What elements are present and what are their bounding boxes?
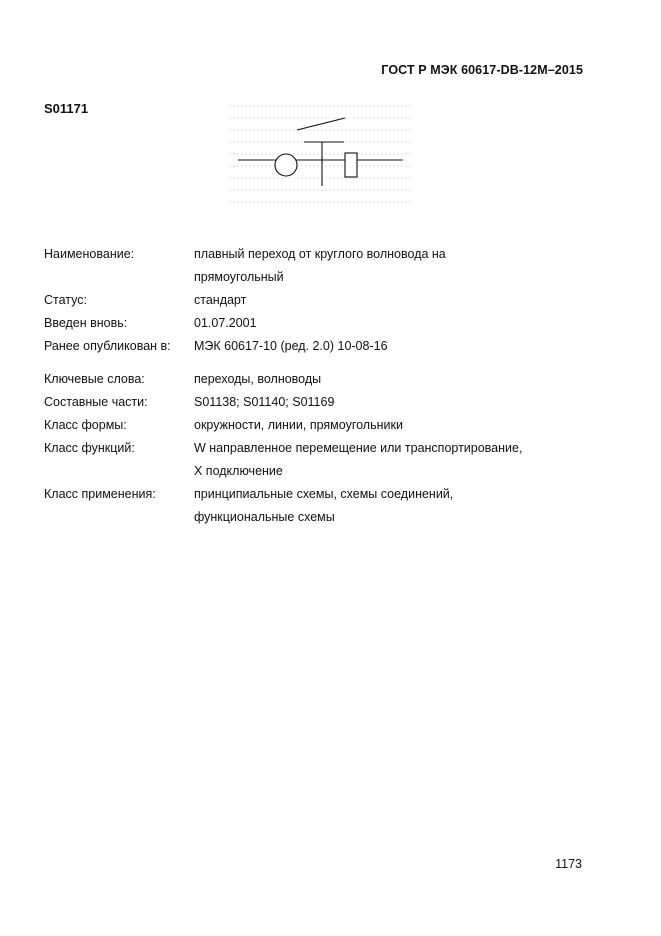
field-label-name: Наименование: bbox=[44, 247, 135, 261]
switch-line bbox=[297, 118, 345, 130]
field-value-name: плавный переход от круглого волновода на bbox=[194, 247, 446, 261]
grid-dots bbox=[229, 105, 410, 202]
field-value-introduced: 01.07.2001 bbox=[194, 316, 257, 330]
field-value-name-continued: прямоугольный bbox=[194, 270, 284, 284]
field-value-keywords: переходы, волноводы bbox=[194, 372, 322, 386]
field-label-status: Статус: bbox=[44, 293, 87, 307]
page-number: 1173 bbox=[555, 857, 582, 871]
field-label-published: Ранее опубликован в: bbox=[44, 339, 171, 353]
field-value-status: стандарт bbox=[194, 293, 247, 307]
field-label-function-class: Класс функций: bbox=[44, 441, 135, 455]
field-value-function-class-continued: X подключение bbox=[194, 464, 283, 478]
field-value-published: МЭК 60617-10 (ред. 2.0) 10-08-16 bbox=[194, 339, 388, 353]
field-value-components: S01138; S01140; S01169 bbox=[194, 395, 335, 409]
field-value-application-class: принципиальные схемы, схемы соединений, bbox=[194, 487, 454, 501]
waveguide-transition-symbol-icon bbox=[224, 100, 416, 208]
field-label-keywords: Ключевые слова: bbox=[44, 372, 145, 386]
field-value-shape-class: окружности, линии, прямоугольники bbox=[194, 418, 403, 432]
field-label-application-class: Класс применения: bbox=[44, 487, 156, 501]
document-header: ГОСТ Р МЭК 60617-DB-12M–2015 bbox=[381, 63, 583, 77]
field-value-function-class: W направленное перемещение или транспортирование, bbox=[194, 441, 523, 455]
field-label-components: Составные части: bbox=[44, 395, 148, 409]
circular-waveguide bbox=[275, 154, 297, 176]
field-label-shape-class: Класс формы: bbox=[44, 418, 127, 432]
field-value-application-class-continued: функциональные схемы bbox=[194, 510, 335, 524]
rectangular-waveguide bbox=[345, 153, 357, 177]
field-label-introduced: Введен вновь: bbox=[44, 316, 128, 330]
symbol-code: S01171 bbox=[44, 101, 89, 116]
